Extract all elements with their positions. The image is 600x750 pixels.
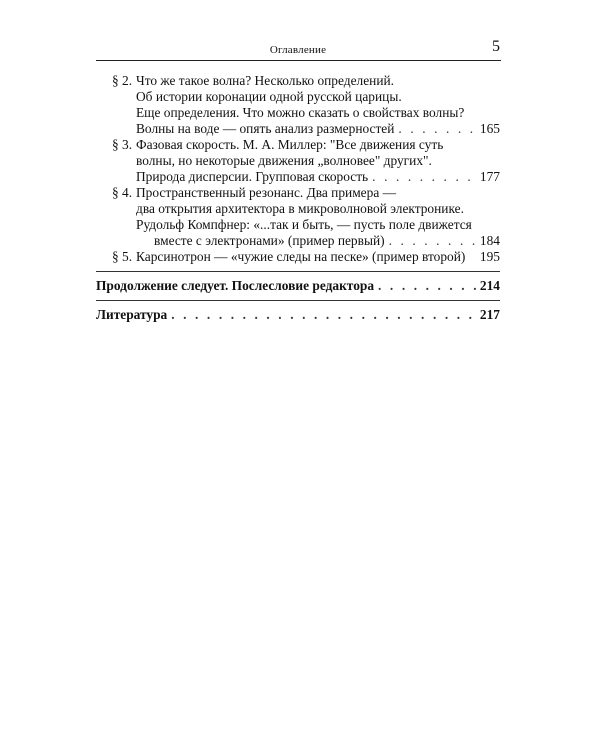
dot-leader <box>171 307 478 323</box>
toc-chapter-afterword <box>96 278 500 294</box>
section-last-line <box>136 169 500 185</box>
section-line: два открытия архитектора в микроволновой электронике. <box>136 201 464 216</box>
divider <box>96 300 500 301</box>
divider <box>96 271 500 272</box>
section-last-line <box>136 121 500 137</box>
toc-section-4 <box>96 185 500 249</box>
chapter-title: Продолжение следует. Послесловие редактора <box>96 278 375 293</box>
section-line: Волны на воде — опять анализ размерностей <box>136 121 395 136</box>
toc-section-3 <box>96 137 500 185</box>
dot-leader <box>378 278 478 294</box>
section-page-number: 184 <box>479 233 500 248</box>
section-last-line <box>136 249 500 265</box>
section-number: § 5. <box>112 249 133 264</box>
table-of-contents <box>96 73 500 323</box>
section-page-number: 195 <box>479 249 500 264</box>
section-line: Карсинотрон — «чужие следы на песке» (пример второй) <box>136 249 466 264</box>
section-line: Об истории коронации одной русской царицы. <box>136 89 402 104</box>
section-line: Природа дисперсии. Групповая скорость <box>136 169 369 184</box>
section-number: § 4. <box>112 185 133 200</box>
chapter-page-number: 214 <box>479 278 500 293</box>
dot-leader <box>389 233 478 249</box>
chapter-title: Литература <box>96 307 168 322</box>
dot-leader <box>398 121 477 137</box>
section-number: § 3. <box>112 137 133 152</box>
toc-section-2 <box>96 73 500 137</box>
section-line: волны, но некоторые движения „волновее" других". <box>136 153 432 168</box>
toc-chapter-literature <box>96 307 500 323</box>
section-page-number: 177 <box>479 169 500 184</box>
section-line: Еще определения. Что можно сказать о свойствах волны? <box>136 105 465 120</box>
chapter-page-number: 217 <box>479 307 500 322</box>
running-header-title: Оглавление <box>269 44 327 56</box>
section-line: вместе с электронами» (пример первый) <box>154 233 385 248</box>
section-line: Что же такое волна? Несколько определений. <box>136 73 394 88</box>
section-line: Пространственный резонанс. Два примера — <box>136 185 396 200</box>
section-line: Фазовая скорость. М. А. Миллер: "Все движения суть <box>136 137 444 152</box>
section-page-number: 165 <box>479 121 500 136</box>
section-last-line <box>136 233 500 249</box>
section-line: Рудольф Компфнер: «...так и быть, — пусть поле движется <box>136 217 472 232</box>
toc-section-5 <box>96 249 500 265</box>
header-rule <box>96 60 501 61</box>
page-number: 5 <box>492 38 500 55</box>
section-number: § 2. <box>112 73 133 88</box>
dot-leader <box>372 169 478 185</box>
